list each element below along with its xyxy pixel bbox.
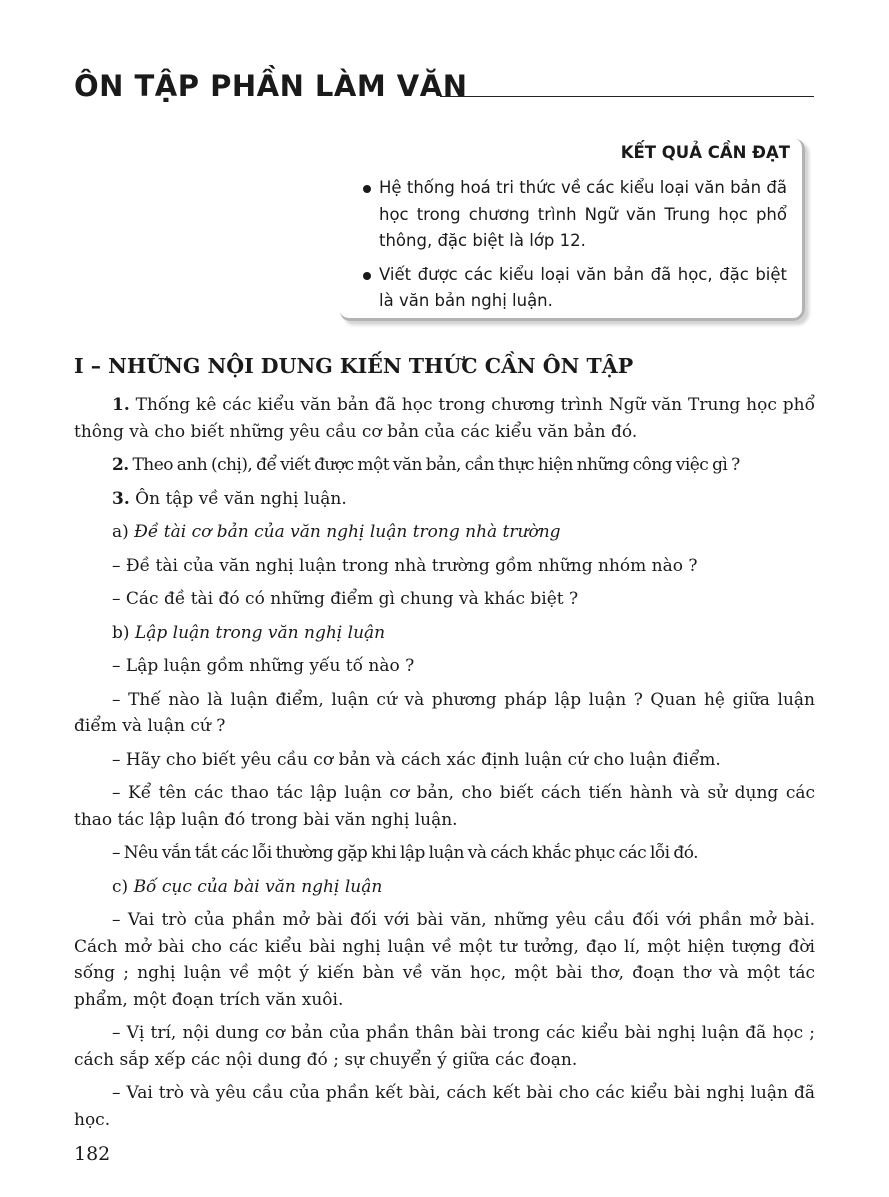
- list-item: – Hãy cho biết yêu cầu cơ bản và cách xác định luận cứ cho luận điểm.: [112, 749, 721, 770]
- title-rule: [440, 96, 814, 97]
- goals-list: [362, 175, 787, 315]
- question-text: Thống kê các kiểu văn bản đã học trong chương trình Ngữ văn Trung học phổ thông và cho biết những yêu cầu cơ bản của các kiểu văn bản đó.: [74, 395, 815, 442]
- question-text: Ôn tập về văn nghị luận.: [129, 488, 347, 509]
- subsection-c-heading: [74, 874, 815, 901]
- bullet-icon: [363, 272, 371, 280]
- page-title: ÔN TẬP PHẦN LÀM VĂN: [74, 69, 468, 103]
- question-3: [74, 486, 815, 513]
- page-number: 182: [74, 1143, 111, 1165]
- subsection-title: Lập luận trong văn nghị luận: [134, 622, 386, 643]
- subsection-b-heading: [74, 620, 815, 647]
- goals-heading: KẾT QUẢ CẦN ĐẠT: [620, 143, 790, 162]
- goal-item-text: Hệ thống hoá tri thức về các kiểu loại văn bản đã học trong chương trình Ngữ văn Trung học phổ thông, đặc biệt là lớp 12.: [379, 178, 787, 250]
- list-item: – Vị trí, nội dung cơ bản của phần thân bài trong các kiểu bài nghị luận đã học ; cách sắp xếp các nội dung đó ; sự chuyển ý giữa các đoạn.: [74, 1023, 815, 1070]
- list-item: – Kể tên các thao tác lập luận cơ bản, cho biết cách tiến hành và sử dụng các thao tác lập luận đó trong bài văn nghị luận.: [74, 783, 815, 830]
- question-number: 3.: [112, 488, 130, 509]
- goal-item: [362, 262, 787, 315]
- list-item: – Vai trò của phần mở bài đối với bài văn, những yêu cầu đối với phần mở bài. Cách mở bài cho các kiểu bài nghị luận về một tư tưởng, đạo lí, một hiện tượng đời sống ; nghị luận về một ý kiến bàn về văn học, một bài thơ, đoạn thơ và một tác phẩm, một đoạn trích văn xuôi.: [74, 910, 815, 1010]
- subsection-label: c): [112, 876, 134, 897]
- list-item: – Nêu vắn tắt các lỗi thường gặp khi lập luận và cách khắc phục các lỗi đó.: [112, 843, 698, 863]
- subsection-a-heading: [74, 519, 815, 546]
- subsection-title: Bố cục của bài văn nghị luận: [133, 876, 383, 897]
- question-number: 2.: [112, 455, 129, 475]
- section-heading: I – NHỮNG NỘI DUNG KIẾN THỨC CẦN ÔN TẬP: [74, 354, 634, 378]
- subsection-label: a): [112, 522, 135, 542]
- bullet-icon: [363, 185, 371, 193]
- goal-item-text: Viết được các kiểu loại văn bản đã học, đặc biệt là văn bản nghị luận.: [379, 264, 787, 310]
- question-2: [74, 452, 815, 479]
- question-1: [74, 392, 815, 445]
- subsection-label: b): [112, 622, 135, 643]
- list-item: – Thế nào là luận điểm, luận cứ và phương pháp lập luận ? Quan hệ giữa luận điểm và luận cứ ?: [74, 689, 815, 736]
- list-item: – Đề tài của văn nghị luận trong nhà trường gồm những nhóm nào ?: [112, 555, 698, 576]
- question-number: 1.: [112, 395, 130, 415]
- list-item: – Vai trò và yêu cầu của phần kết bài, cách kết bài cho các kiểu bài nghị luận đã học.: [74, 1083, 815, 1130]
- goal-item: [362, 175, 787, 255]
- subsection-title: Đề tài cơ bản của văn nghị luận trong nhà trường: [134, 522, 561, 542]
- list-item: – Các đề tài đó có những điểm gì chung và khác biệt ?: [112, 589, 579, 609]
- question-text: Theo anh (chị), để viết được một văn bản, cần thực hiện những công việc gì ?: [128, 455, 740, 475]
- body-text: [74, 392, 815, 1140]
- list-item: – Lập luận gồm những yếu tố nào ?: [112, 656, 415, 676]
